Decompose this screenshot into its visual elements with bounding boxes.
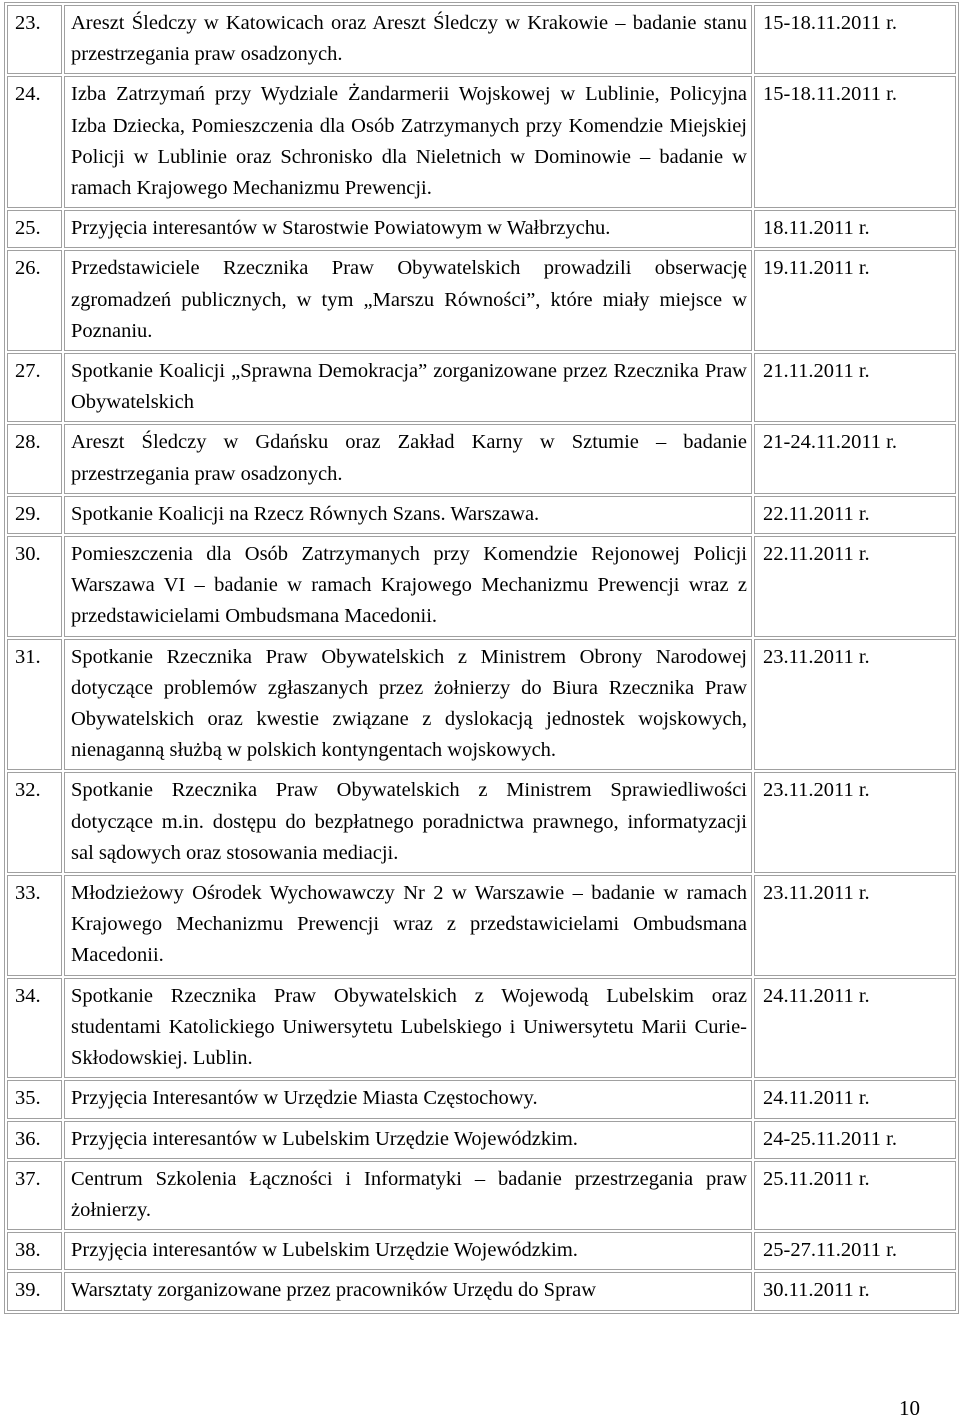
row-number: 28. — [7, 424, 62, 493]
row-date: 22.11.2011 r. — [754, 536, 956, 637]
row-date: 15-18.11.2011 r. — [754, 5, 956, 74]
row-number: 37. — [7, 1161, 62, 1230]
row-description: Przyjęcia Interesantów w Urzędzie Miasta Częstochowy. — [64, 1080, 752, 1118]
table-row — [7, 210, 956, 248]
row-number: 35. — [7, 1080, 62, 1118]
row-description: Spotkanie Rzecznika Praw Obywatelskich z Ministrem Obrony Narodowej dotyczące problemów zgłaszanych przez żołnierzy do Biura Rzecznika Praw Obywatelskich oraz kwestie związane z dyslokacją jednostek wojskowych, nienaganną służbą w polskich kontyngentach wojskowych. — [64, 639, 752, 771]
row-date: 24-25.11.2011 r. — [754, 1121, 956, 1159]
row-description: Młodzieżowy Ośrodek Wychowawczy Nr 2 w Warszawie – badanie w ramach Krajowego Mechanizmu Prewencji wraz z przedstawicielami Ombudsmana Macedonii. — [64, 875, 752, 976]
row-description: Przyjęcia interesantów w Starostwie Powiatowym w Wałbrzychu. — [64, 210, 752, 248]
row-date: 21-24.11.2011 r. — [754, 424, 956, 493]
row-description: Przyjęcia interesantów w Lubelskim Urzędzie Wojewódzkim. — [64, 1232, 752, 1270]
table-row — [7, 424, 956, 493]
row-date: 19.11.2011 r. — [754, 250, 956, 351]
table-row — [7, 1272, 956, 1310]
table-row — [7, 1232, 956, 1270]
row-description: Przyjęcia interesantów w Lubelskim Urzędzie Wojewódzkim. — [64, 1121, 752, 1159]
row-description: Spotkanie Koalicji „Sprawna Demokracja” zorganizowane przez Rzecznika Praw Obywatelskich — [64, 353, 752, 422]
table-row — [7, 536, 956, 637]
table-row — [7, 772, 956, 873]
row-date: 25-27.11.2011 r. — [754, 1232, 956, 1270]
row-description: Areszt Śledczy w Katowicach oraz Areszt Śledczy w Krakowie – badanie stanu przestrzegania praw osadzonych. — [64, 5, 752, 74]
table-row — [7, 875, 956, 976]
row-description: Przedstawiciele Rzecznika Praw Obywatelskich prowadzili obserwację zgromadzeń publicznych, w tym „Marszu Równości”, które miały miejsce w Poznaniu. — [64, 250, 752, 351]
row-date: 25.11.2011 r. — [754, 1161, 956, 1230]
row-date: 23.11.2011 r. — [754, 772, 956, 873]
row-description: Izba Zatrzymań przy Wydziale Żandarmerii Wojskowej w Lublinie, Policyjna Izba Dziecka, Pomieszczenia dla Osób Zatrzymanych przy Komendzie Miejskiej Policji w Lublinie oraz Schronisko dla Nieletnich w Dominowie – badanie w ramach Krajowego Mechanizmu Prewencji. — [64, 76, 752, 208]
row-description: Warsztaty zorganizowane przez pracowników Urzędu do Spraw — [64, 1272, 752, 1310]
row-number: 27. — [7, 353, 62, 422]
row-date: 18.11.2011 r. — [754, 210, 956, 248]
row-number: 25. — [7, 210, 62, 248]
table-row — [7, 353, 956, 422]
row-date: 22.11.2011 r. — [754, 496, 956, 534]
row-number: 29. — [7, 496, 62, 534]
row-description: Spotkanie Rzecznika Praw Obywatelskich z Ministrem Sprawiedliwości dotyczące m.in. dostępu do bezpłatnego poradnictwa prawnego, informatyzacji sal sądowych oraz stosowania mediacji. — [64, 772, 752, 873]
row-number: 31. — [7, 639, 62, 771]
row-number: 36. — [7, 1121, 62, 1159]
row-description: Spotkanie Koalicji na Rzecz Równych Szans. Warszawa. — [64, 496, 752, 534]
row-date: 15-18.11.2011 r. — [754, 76, 956, 208]
table-row — [7, 639, 956, 771]
row-description: Spotkanie Rzecznika Praw Obywatelskich z Wojewodą Lubelskim oraz studentami Katolickiego Uniwersytetu Lubelskiego i Uniwersytetu Marii Curie-Skłodowskiej. Lublin. — [64, 978, 752, 1079]
table-row — [7, 1161, 956, 1230]
row-number: 23. — [7, 5, 62, 74]
row-number: 24. — [7, 76, 62, 208]
row-number: 32. — [7, 772, 62, 873]
table-row — [7, 76, 956, 208]
row-description: Centrum Szkolenia Łączności i Informatyki – badanie przestrzegania praw żołnierzy. — [64, 1161, 752, 1230]
events-table — [4, 2, 959, 1314]
table-row — [7, 1121, 956, 1159]
row-date: 24.11.2011 r. — [754, 978, 956, 1079]
row-number: 30. — [7, 536, 62, 637]
row-description: Pomieszczenia dla Osób Zatrzymanych przy Komendzie Rejonowej Policji Warszawa VI – badanie w ramach Krajowego Mechanizmu Prewencji wraz z przedstawicielami Ombudsmana Macedonii. — [64, 536, 752, 637]
row-date: 30.11.2011 r. — [754, 1272, 956, 1310]
row-number: 38. — [7, 1232, 62, 1270]
table-row — [7, 496, 956, 534]
table-row — [7, 1080, 956, 1118]
row-number: 39. — [7, 1272, 62, 1310]
table-row — [7, 250, 956, 351]
row-number: 26. — [7, 250, 62, 351]
row-date: 24.11.2011 r. — [754, 1080, 956, 1118]
page-number: 10 — [899, 1396, 920, 1420]
row-date: 23.11.2011 r. — [754, 639, 956, 771]
row-number: 33. — [7, 875, 62, 976]
row-date: 21.11.2011 r. — [754, 353, 956, 422]
row-number: 34. — [7, 978, 62, 1079]
row-date: 23.11.2011 r. — [754, 875, 956, 976]
row-description: Areszt Śledczy w Gdańsku oraz Zakład Karny w Sztumie – badanie przestrzegania praw osadzonych. — [64, 424, 752, 493]
table-row — [7, 978, 956, 1079]
table-row — [7, 5, 956, 74]
